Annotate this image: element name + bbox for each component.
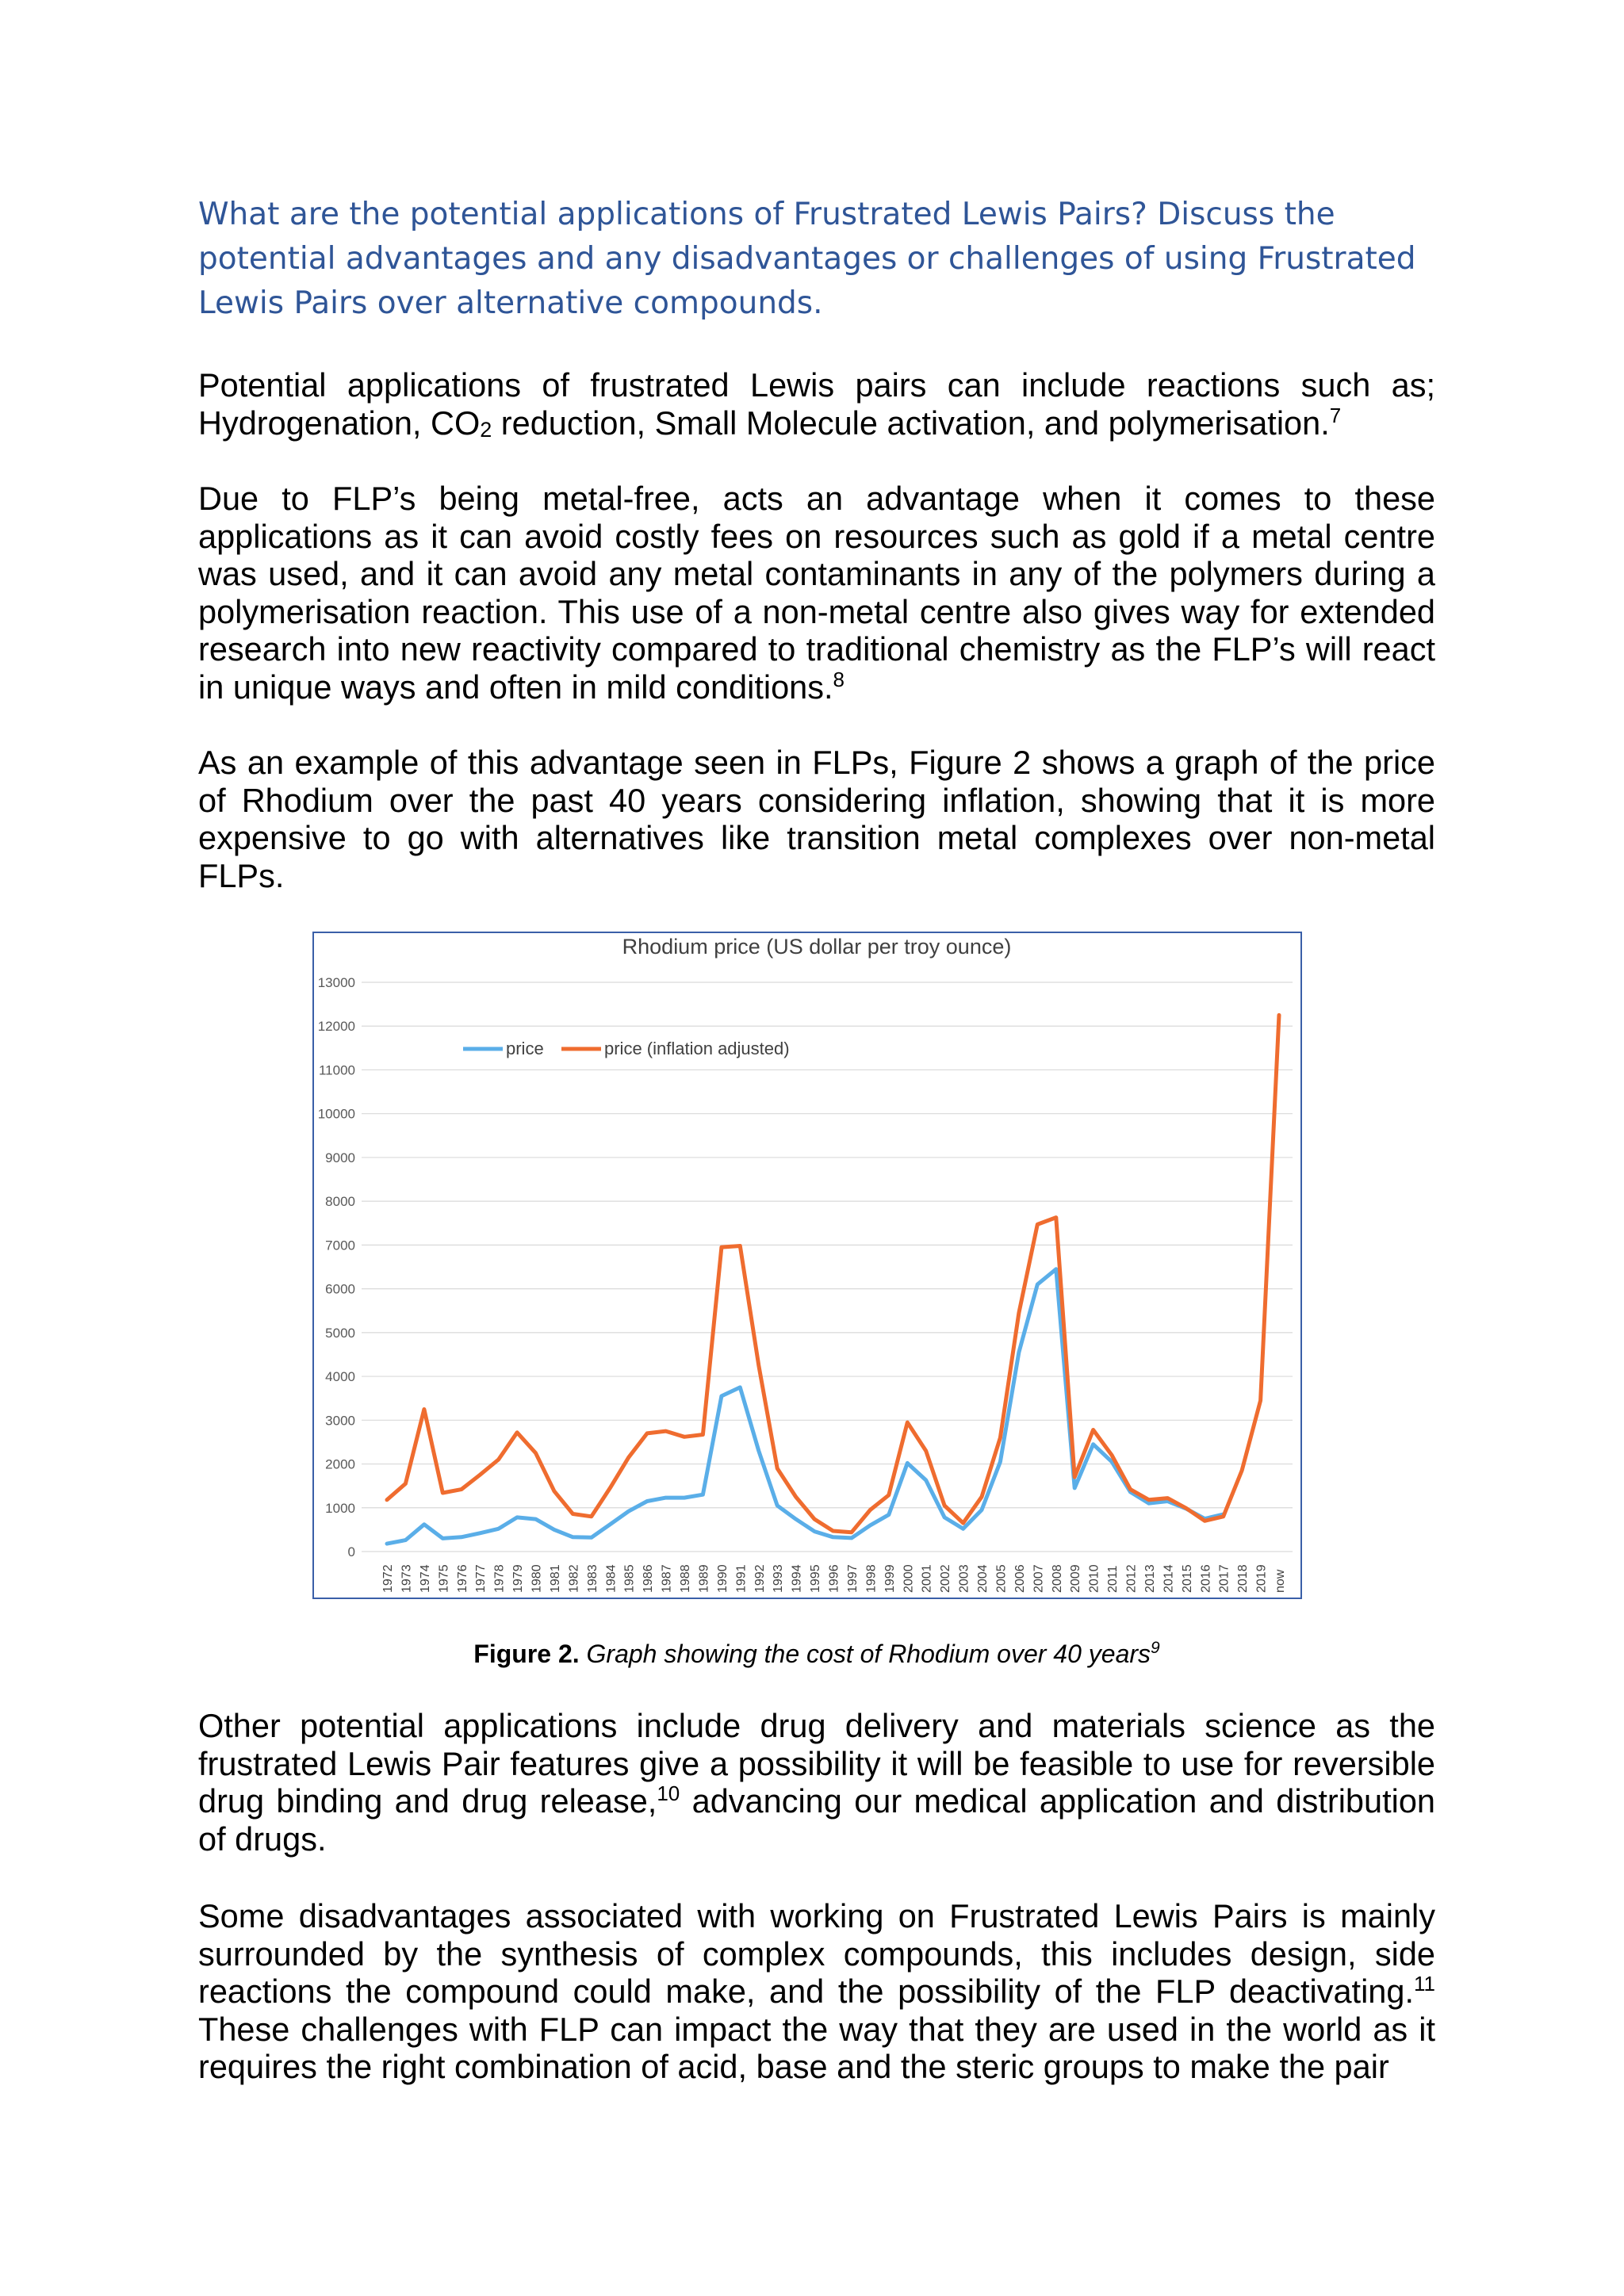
p1-text-a: Potential applications of frustrated Lewis pairs can include reactions such as; Hydrogenation, CO [198,366,1435,442]
chart-gridlines [362,982,1293,1552]
reference-7: 7 [1329,403,1342,427]
y-tick-label: 6000 [325,1281,355,1297]
x-tick-label: 1972 [381,1564,395,1593]
x-tick-label: 1981 [548,1564,562,1593]
x-tick-label: 1995 [809,1564,823,1593]
y-tick-label: 7000 [325,1238,355,1253]
x-tick-label: now [1274,1569,1287,1593]
p3-text: As an example of this advantage seen in FLPs, Figure 2 shows a graph of the price of Rhodium over the past 40 years considering inflation, showing that it is more expensive to go with alternatives like transition metal complexes over non-metal FLPs. [198,744,1435,894]
x-tick-label: 2000 [902,1564,916,1593]
x-tick-label: 1988 [679,1564,692,1593]
chart-legend [463,1039,790,1058]
caption-text: Graph showing the cost of Rhodium over 40 years [579,1640,1151,1668]
x-axis-ticks [381,1564,1287,1593]
reference-11: 11 [1414,1972,1435,1996]
x-tick-label: 1974 [418,1564,432,1593]
legend-label: price (inflation adjusted) [604,1039,790,1058]
x-tick-label: 1999 [883,1564,897,1593]
x-tick-label: 1975 [437,1564,451,1593]
x-tick-label: 2018 [1236,1564,1251,1593]
y-tick-label: 2000 [325,1456,355,1472]
paragraph-drug-delivery [198,1707,1435,1858]
reference-8: 8 [833,667,845,691]
y-axis-ticks [318,975,355,1559]
x-tick-label: 1978 [492,1564,507,1593]
x-tick-label: 2011 [1106,1565,1120,1593]
y-tick-label: 8000 [325,1194,355,1210]
reference-9: 9 [1151,1639,1160,1657]
x-tick-label: 1993 [772,1564,786,1593]
x-tick-label: 1976 [455,1564,469,1593]
x-tick-label: 1986 [642,1564,656,1593]
y-tick-label: 12000 [317,1019,355,1035]
chart-title: Rhodium price (US dollar per troy ounce) [622,935,1012,959]
x-tick-label: 2015 [1180,1564,1194,1593]
caption-label: Figure 2. [473,1640,580,1668]
x-tick-label: 2014 [1162,1564,1176,1593]
x-tick-label: 1973 [400,1564,414,1593]
x-tick-label: 1979 [511,1564,526,1593]
y-tick-label: 3000 [325,1413,355,1429]
y-tick-label: 9000 [325,1150,355,1165]
p5-text-b: These challenges with FLP can impact the way that they are used in the world as it requires the right combination of acid, base and the steric groups to make the pair [198,2010,1435,2085]
paragraph-metal-free [198,480,1435,706]
x-tick-label: 2012 [1124,1564,1139,1593]
x-tick-label: 1997 [845,1564,860,1593]
p1-text-b: reduction, Small Molecule activation, and polymerisation. [492,404,1330,442]
x-tick-label: 2007 [1032,1564,1046,1593]
y-tick-label: 13000 [317,975,355,990]
x-tick-label: 2017 [1217,1564,1231,1593]
x-tick-label: 1983 [585,1564,599,1593]
x-tick-label: 1984 [604,1564,619,1593]
x-tick-label: 1990 [715,1564,730,1593]
x-tick-label: 1977 [474,1564,488,1593]
p4-text-b: advancing our medical application and distribution of drugs. [198,1782,1436,1858]
x-tick-label: 1996 [827,1564,841,1593]
series-line-price-inflation-adjusted- [387,1015,1279,1532]
paragraph-rhodium-example [198,744,1435,894]
figure-caption [198,1638,1435,1670]
p1-subscript: 2 [480,417,492,442]
p2-text: Due to FLP’s being metal-free, acts an advantage when it comes to these applications as it can avoid costly fees on resources such as gold if a metal centre was used, and it can avoid any metal contaminants in any of the polymers during a polymerisation reaction. This use of a non-metal centre also gives way for extended research into new reactivity compared to traditional chemistry as the FLP’s will react in unique ways and often in mild conditions. [198,480,1435,706]
x-tick-label: 2010 [1087,1564,1101,1593]
x-tick-label: 2006 [1013,1564,1027,1593]
y-tick-label: 5000 [325,1325,355,1341]
p4-text-a: Other potential applications include drug delivery and materials science as the frustrated Lewis Pair features give a possibility it will be feasible to use for reversible drug binding and drug release, [198,1707,1435,1820]
x-tick-label: 1982 [567,1564,581,1593]
series-line-price [387,1269,1224,1544]
x-tick-label: 2005 [994,1564,1009,1593]
chart-canvas [314,933,1300,1598]
x-tick-label: 1980 [530,1564,544,1593]
x-tick-label: 2001 [920,1564,934,1593]
p5-text-a: Some disadvantages associated with working on Frustrated Lewis Pairs is mainly surrounded by the synthesis of complex compounds, this includes design, side reactions the compound could make, and the possibility of the FLP deactivating. [198,1897,1435,2010]
legend-label: price [506,1039,544,1058]
x-tick-label: 1985 [622,1564,637,1593]
x-tick-label: 1994 [790,1564,804,1593]
x-tick-label: 2019 [1254,1564,1269,1593]
y-tick-label: 4000 [325,1369,355,1385]
x-tick-label: 1987 [660,1564,674,1593]
x-tick-label: 1989 [697,1564,711,1593]
x-tick-label: 2002 [939,1564,953,1593]
y-tick-label: 10000 [317,1106,355,1122]
x-tick-label: 2016 [1199,1564,1213,1593]
question-heading: What are the potential applications of Frustrated Lewis Pairs? Discuss the potential advantages and any disadvantages or challenges of using Frustrated Lewis Pairs over alternative compounds. [198,197,1416,321]
paragraph-applications [198,366,1435,442]
x-tick-label: 2009 [1069,1564,1083,1593]
x-tick-label: 1998 [864,1564,879,1593]
x-tick-label: 2008 [1050,1564,1064,1593]
x-tick-label: 2003 [957,1564,971,1593]
y-tick-label: 11000 [318,1062,355,1078]
rhodium-price-chart [312,932,1302,1599]
y-tick-label: 1000 [325,1500,355,1516]
reference-10: 10 [657,1781,680,1805]
x-tick-label: 1992 [753,1564,767,1593]
x-tick-label: 2004 [976,1564,990,1593]
y-tick-label: 0 [347,1544,355,1559]
x-tick-label: 2013 [1143,1564,1157,1593]
paragraph-disadvantages [198,1897,1435,2086]
x-tick-label: 1991 [734,1564,749,1593]
